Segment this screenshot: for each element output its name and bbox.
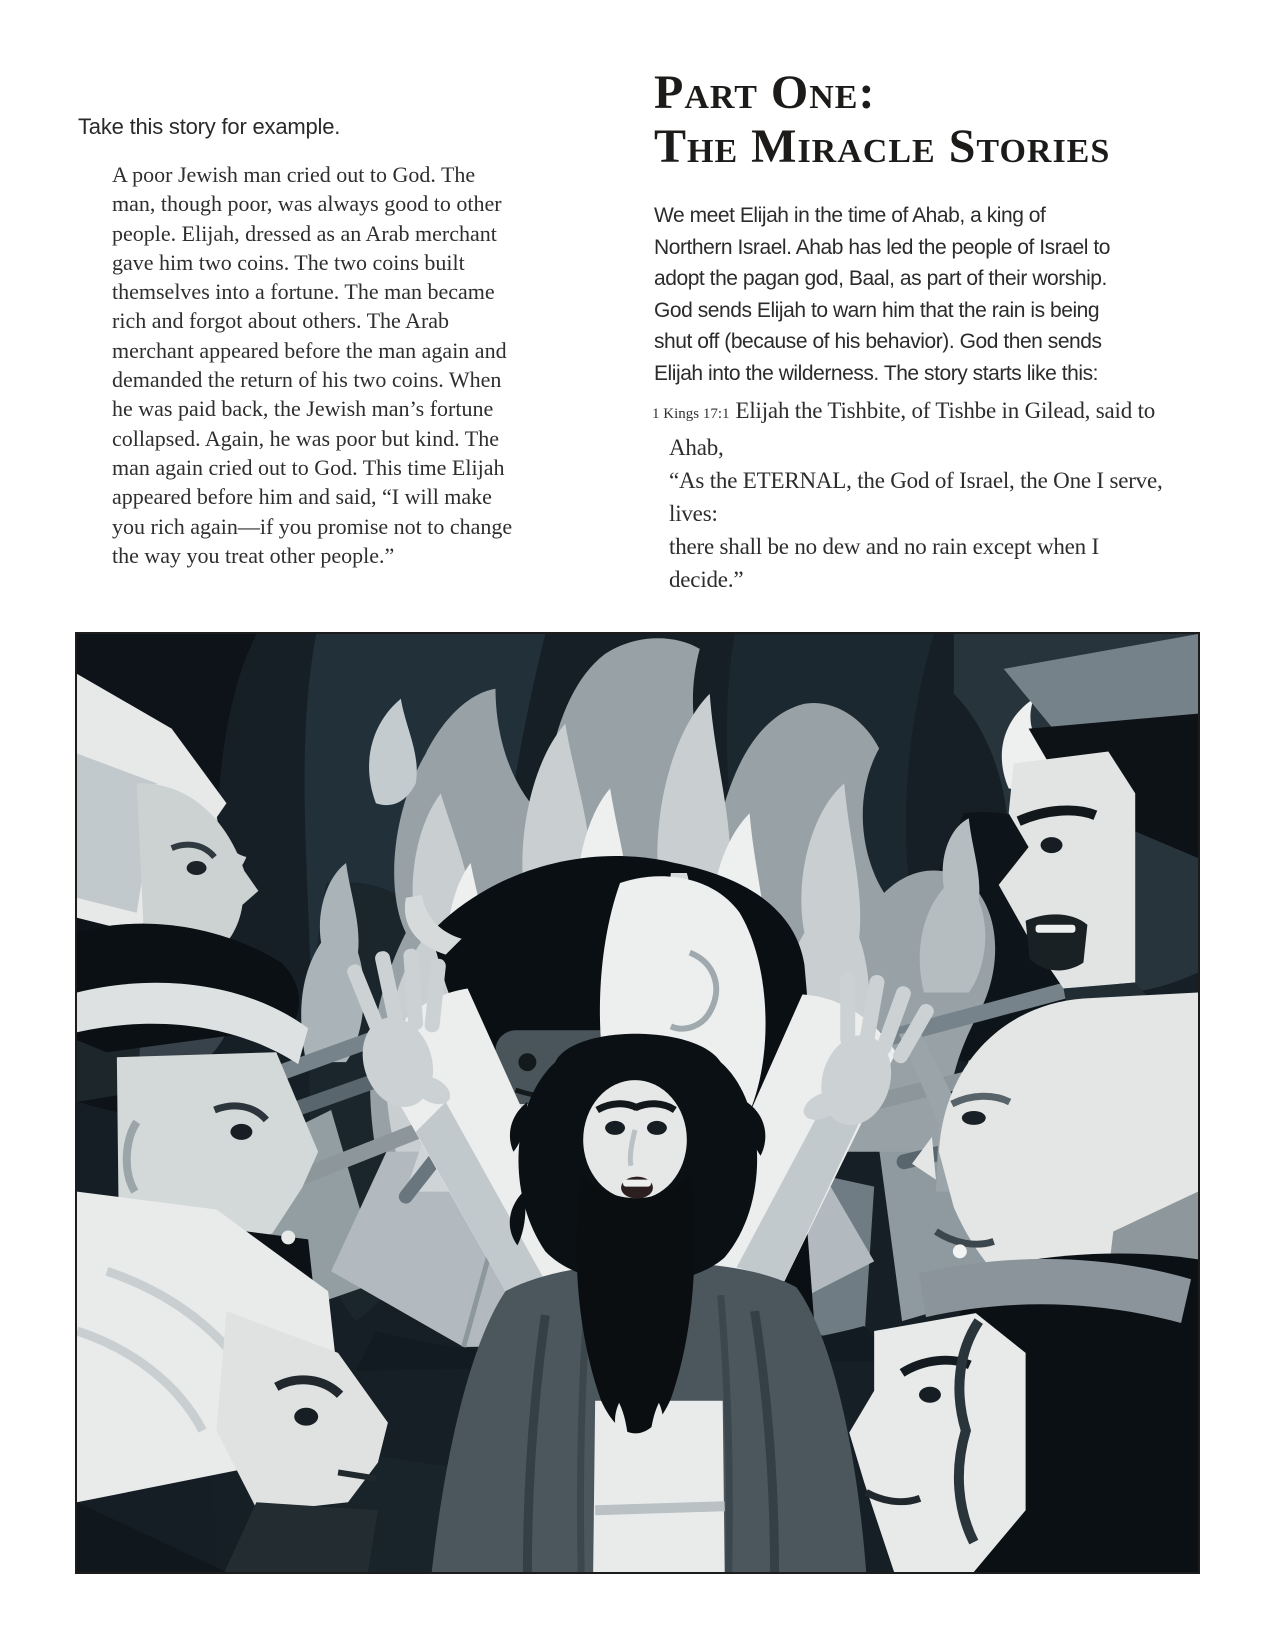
story-line: man again cried out to God. This time Elijah xyxy=(112,454,505,480)
intro-line: God sends Elijah to warn him that the rain is being xyxy=(654,298,1100,322)
left-intro-text: Take this story for example. xyxy=(78,114,341,139)
part-heading-line2: The Miracle Stories xyxy=(654,120,1111,173)
part-heading-line1: Part One: xyxy=(654,66,876,119)
intro-line: We meet Elijah in the time of Ahab, a king of xyxy=(654,204,1046,227)
part-heading xyxy=(654,66,1214,174)
intro-line: adopt the pagan god, Baal, as part of their worship. xyxy=(654,267,1107,291)
scripture-quote xyxy=(652,394,1192,596)
story-line: the way you treat other people.” xyxy=(112,542,395,568)
scripture-line: Ahab, xyxy=(669,435,724,460)
scripture-line xyxy=(652,394,1192,431)
story-line: he was paid back, the Jewish man’s fortune xyxy=(112,396,494,422)
story-line: you rich again—if you promise not to change xyxy=(112,513,513,539)
story-line: gave him two coins. The two coins built xyxy=(112,249,465,275)
scripture-line: lives: xyxy=(669,501,718,526)
scripture-line: there shall be no dew and no rain except when I xyxy=(669,534,1099,559)
story-line: A poor Jewish man cried out to God. The xyxy=(112,162,476,187)
story-line: rich and forgot about others. The Arab xyxy=(112,308,450,334)
scripture-line: “As the ETERNAL, the God of Israel, the One I serve, xyxy=(669,468,1163,493)
part-intro-paragraph xyxy=(654,200,1174,390)
story-line: man, though poor, was always good to other xyxy=(112,191,502,217)
intro-line: Northern Israel. Ahab has led the people of Israel to xyxy=(654,235,1110,259)
scripture-reference: 1 Kings 17:1 xyxy=(652,406,730,422)
intro-line: Elijah into the wilderness. The story starts like this: xyxy=(654,361,1099,385)
illustration-canvas xyxy=(77,634,1198,1572)
scripture-text: Elijah the Tishbite, of Tishbe in Gilead, said to xyxy=(735,398,1156,423)
intro-line: shut off (because of his behavior). God then sends xyxy=(654,330,1102,354)
story-line: themselves into a fortune. The man became xyxy=(112,279,495,305)
story-line: appeared before him and said, “I will make xyxy=(112,484,492,510)
story-line: people. Elijah, dressed as an Arab merchant xyxy=(112,220,497,246)
story-line: collapsed. Again, he was poor but kind. The xyxy=(112,425,499,451)
story-line: merchant appeared before the man again and xyxy=(112,337,507,363)
scripture-line: decide.” xyxy=(669,567,744,592)
story-line: demanded the return of his two coins. When xyxy=(112,367,502,393)
illustration-elijah-fire xyxy=(75,632,1200,1574)
story-paragraph xyxy=(112,160,580,570)
